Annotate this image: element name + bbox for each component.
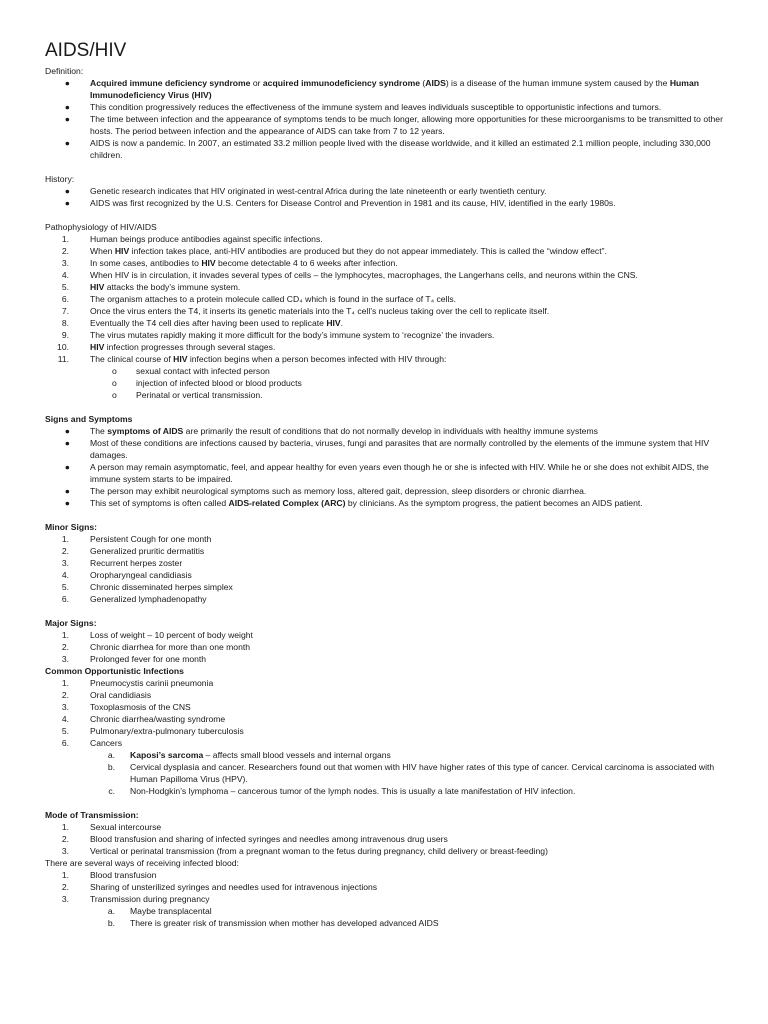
list-item	[45, 881, 725, 893]
major-signs-heading: Major Signs:	[45, 618, 97, 628]
list-item	[45, 641, 725, 653]
list-item	[45, 533, 725, 545]
list-number: 7.	[61, 306, 69, 316]
transmission-heading: Mode of Transmission:	[45, 810, 139, 820]
list-item	[45, 689, 725, 701]
minor-signs-list	[45, 533, 725, 605]
blood-ways-list	[45, 869, 725, 929]
list-item-text: The person may exhibit neurological symptoms such as memory loss, altered gait, depression, sleep disorders or chronic diarrhea.	[90, 486, 587, 496]
list-number: 8.	[61, 318, 69, 328]
list-number: 6.	[61, 594, 69, 604]
list-item	[45, 737, 725, 749]
list-item-text: Transmission during pregnancy	[90, 894, 210, 904]
list-item	[45, 701, 725, 713]
list-number: 2.	[61, 546, 69, 556]
list-item	[45, 893, 725, 905]
bullet-icon: ●	[64, 102, 70, 112]
list-item-text: HIV infection progresses through several stages.	[90, 342, 276, 352]
list-item-text: injection of infected blood or blood products	[136, 378, 302, 388]
list-item: ● Acquired immune deficiency syndrome or acquired immunodeficiency syndrome (AIDS) is a disease of the human immune system caused by the Human Immunodeficiency Virus (HIV)	[45, 77, 725, 101]
bullet-icon: ●	[64, 498, 70, 508]
list-item	[45, 497, 725, 509]
list-item-text: Recurrent herpes zoster	[90, 558, 183, 568]
list-item-text: Sexual intercourse	[90, 822, 162, 832]
list-item-text: Human beings produce antibodies against specific infections.	[90, 234, 323, 244]
list-number: 1.	[61, 534, 69, 544]
bullet-icon: ●	[64, 114, 70, 124]
list-item	[45, 437, 725, 461]
list-item	[45, 677, 725, 689]
list-number: 4.	[61, 270, 69, 280]
list-item-text: Pneumocystis carinii pneumonia	[90, 678, 214, 688]
list-item-text: Eventually the T4 cell dies after having been used to replicate HIV.	[90, 318, 344, 328]
list-item-text: This set of symptoms is often called AIDS-related Complex (ARC) by clinicians. As the symptom progress, the patient becomes an AIDS patient.	[90, 498, 643, 508]
signs-heading: Signs and Symptoms	[45, 414, 133, 424]
list-item-text: Oropharyngeal candidiasis	[90, 570, 192, 580]
list-item	[45, 569, 725, 581]
list-item-text: In some cases, antibodies to HIV become detectable 4 to 6 weeks after infection.	[90, 258, 398, 268]
list-item-text: Prolonged fever for one month	[90, 654, 207, 664]
list-item-text: Generalized pruritic dermatitis	[90, 546, 205, 556]
list-item	[45, 353, 725, 365]
minor-signs-heading: Minor Signs:	[45, 522, 98, 532]
list-item	[45, 461, 725, 485]
bullet-icon: ●	[64, 198, 70, 208]
list-item	[45, 293, 725, 305]
list-item	[45, 653, 725, 665]
major-signs-list	[45, 629, 725, 665]
bullet-icon: ●	[64, 138, 70, 148]
bullet-icon: ●	[64, 486, 70, 496]
bullet-icon: ●	[64, 186, 70, 196]
list-item	[45, 317, 725, 329]
list-item-text: The virus mutates rapidly making it more difficult for the body’s immune system to ‘recognize’ the invaders.	[90, 330, 495, 340]
list-item-text: Chronic diarrhea for more than one month	[90, 642, 251, 652]
list-item-text: sexual contact with infected person	[136, 366, 270, 376]
list-item-text: Chronic disseminated herpes simplex	[90, 582, 233, 592]
list-number: 1.	[61, 822, 69, 832]
list-number: 2.	[61, 642, 69, 652]
list-item	[45, 581, 725, 593]
transmission-list	[45, 821, 725, 857]
list-item-text: The clinical course of HIV infection begins when a person becomes infected with HIV through:	[90, 354, 447, 364]
list-item-text: The symptoms of AIDS are primarily the result of conditions that do not normally develop in individuals with healthy immune systems	[90, 426, 598, 436]
list-number: 6.	[61, 294, 69, 304]
list-item-text: Chronic diarrhea/wasting syndrome	[90, 714, 226, 724]
circle-bullet-icon: o	[112, 366, 117, 376]
document-page	[45, 40, 725, 929]
list-item-text: Once the virus enters the T4, it inserts its genetic materials into the T₄ cell’s nucleus taking over the cell to replicate itself.	[90, 306, 550, 316]
list-item	[45, 557, 725, 569]
list-item	[45, 833, 725, 845]
definition-heading: Definition:	[45, 66, 84, 76]
list-item	[45, 281, 725, 293]
list-number: 2.	[61, 882, 69, 892]
list-item	[45, 485, 725, 497]
list-number: 1.	[61, 678, 69, 688]
list-item-text: A person may remain asymptomatic, feel, and appear healthy for even years even though he or she is infected with HIV. While he or she does not exhibit AIDS, the immune system starts to be impaired.	[90, 462, 709, 484]
list-item	[45, 329, 725, 341]
pathophysiology-heading: Pathophysiology of HIV/AIDS	[45, 222, 157, 232]
list-item: ● Genetic research indicates that HIV originated in west-central Africa during the late nineteenth or early twentieth century.	[45, 185, 725, 197]
list-number: 3.	[61, 894, 69, 904]
list-number: b.	[107, 762, 115, 772]
list-item-text: When HIV infection takes place, anti-HIV antibodies are produced but they do not appear immediately. This is called the “window effect”.	[90, 246, 607, 256]
list-item-text: Blood transfusion	[90, 870, 157, 880]
list-item	[45, 245, 725, 257]
list-number: 6.	[61, 738, 69, 748]
list-item	[45, 377, 725, 389]
pathophysiology-list	[45, 233, 725, 401]
list-item-text: Cancers	[90, 738, 122, 748]
list-item-text: Toxoplasmosis of the CNS	[90, 702, 191, 712]
list-item-text: There is greater risk of transmission when mother has developed advanced AIDS	[130, 918, 439, 928]
list-number: a.	[107, 906, 115, 916]
list-item	[45, 869, 725, 881]
list-number: 3.	[61, 558, 69, 568]
list-item-text: Blood transfusion and sharing of infected syringes and needles among intravenous drug users	[90, 834, 448, 844]
list-item	[45, 845, 725, 857]
list-item	[45, 821, 725, 833]
list-number: 1.	[61, 870, 69, 880]
list-item	[45, 785, 725, 797]
list-number: c.	[108, 786, 115, 796]
bullet-icon: ●	[64, 426, 70, 436]
list-item	[45, 341, 725, 353]
list-item-text: Generalized lymphadenopathy	[90, 594, 207, 604]
signs-list	[45, 425, 725, 509]
list-item	[45, 305, 725, 317]
list-number: 5.	[61, 582, 69, 592]
list-number: 4.	[61, 570, 69, 580]
list-number: 2.	[61, 834, 69, 844]
list-item	[45, 917, 725, 929]
list-number: 10.	[57, 342, 69, 352]
list-item	[45, 233, 725, 245]
bullet-icon: ●	[64, 438, 70, 448]
list-item	[45, 269, 725, 281]
list-item	[45, 713, 725, 725]
opportunistic-list	[45, 677, 725, 797]
list-number: 5.	[61, 282, 69, 292]
list-number: 3.	[61, 258, 69, 268]
list-item	[45, 365, 725, 377]
list-item-text: When HIV is in circulation, it invades several types of cells – the lymphocytes, macrophages, the Langerhans cells, and neurons within the CNS.	[90, 270, 638, 280]
blood-ways-heading: There are several ways of receiving infected blood:	[45, 858, 239, 868]
list-item-text: The organism attaches to a protein molecule called CD₄ which is found in the surface of T₄ cells.	[90, 294, 457, 304]
list-item	[45, 545, 725, 557]
list-item	[45, 257, 725, 269]
list-item-text: Loss of weight – 10 percent of body weight	[90, 630, 253, 640]
list-number: 2.	[61, 246, 69, 256]
list-item: ● AIDS was first recognized by the U.S. Centers for Disease Control and Prevention in 1981 and its cause, HIV, identified in the early 1980s.	[45, 197, 725, 209]
bullet-icon: ●	[64, 462, 70, 472]
list-item: ● The time between infection and the appearance of symptoms tends to be much longer, allowing more opportunities for these microorganisms to be transmitted to other hosts. The period between infection and the appearance of AIDS can take from 7 to 12 years.	[45, 113, 725, 137]
list-item-text: Perinatal or vertical transmission.	[136, 390, 263, 400]
opportunistic-heading: Common Opportunistic Infections	[45, 666, 184, 676]
list-item-text: Cervical dysplasia and cancer. Researchers found out that women with HIV have higher rates of this type of cancer. Cervical carcinoma is associated with Human Papilloma Virus (HPV).	[130, 762, 715, 784]
list-item-text: Non-Hodgkin’s lymphoma – cancerous tumor of the lymph nodes. This is usually a late manifestation of HIV infection.	[130, 786, 576, 796]
list-item	[45, 749, 725, 761]
list-item	[45, 725, 725, 737]
list-item	[45, 425, 725, 437]
list-item	[45, 905, 725, 917]
list-number: 11.	[57, 354, 69, 364]
list-item-text: Oral candidiasis	[90, 690, 152, 700]
list-number: 3.	[61, 846, 69, 856]
list-number: 3.	[61, 702, 69, 712]
circle-bullet-icon: o	[112, 378, 117, 388]
bullet-icon: ●	[64, 78, 70, 88]
list-item-text: HIV attacks the body’s immune system.	[90, 282, 241, 292]
list-number: 4.	[61, 714, 69, 724]
circle-bullet-icon: o	[112, 390, 117, 400]
list-number: a.	[107, 750, 115, 760]
history-heading: History:	[45, 174, 75, 184]
list-item-text: Kaposi’s sarcoma – affects small blood vessels and internal organs	[130, 750, 391, 760]
list-item-text: Most of these conditions are infections caused by bacteria, viruses, fungi and parasites that are normally controlled by the elements of the immune system that HIV damages.	[90, 438, 710, 460]
list-item-text: Persistent Cough for one month	[90, 534, 212, 544]
list-number: 1.	[61, 234, 69, 244]
page-title: AIDS/HIV	[45, 40, 127, 61]
list-item-text: Maybe transplacental	[130, 906, 212, 916]
list-item: ● AIDS is now a pandemic. In 2007, an estimated 33.2 million people lived with the disease worldwide, and it killed an estimated 2.1 million people, including 330,000 children.	[45, 137, 725, 161]
list-item-text: Vertical or perinatal transmission (from a pregnant woman to the fetus during pregnancy, child delivery or breast-feeding)	[90, 846, 548, 856]
list-item-text: Pulmonary/extra-pulmonary tuberculosis	[90, 726, 244, 736]
list-item-text: Sharing of unsterilized syringes and needles used for intravenous injections	[90, 882, 378, 892]
list-number: b.	[107, 918, 115, 928]
list-item: ● This condition progressively reduces the effectiveness of the immune system and leaves individuals susceptible to opportunistic infections and tumors.	[45, 101, 725, 113]
list-item	[45, 389, 725, 401]
list-number: 5.	[61, 726, 69, 736]
list-number: 9.	[61, 330, 69, 340]
list-number: 1.	[61, 630, 69, 640]
list-number: 3.	[61, 654, 69, 664]
list-number: 2.	[61, 690, 69, 700]
list-item	[45, 761, 725, 785]
list-item	[45, 629, 725, 641]
list-item	[45, 593, 725, 605]
